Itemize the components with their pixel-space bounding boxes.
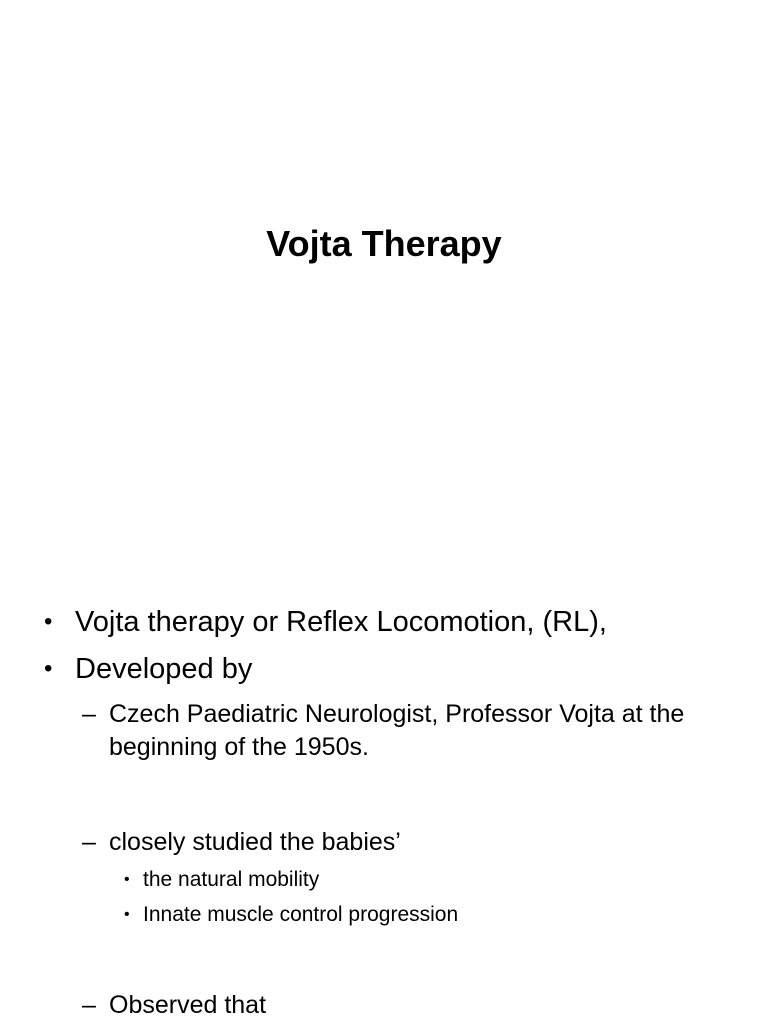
dash-marker: – [82, 991, 96, 1019]
sub-bullet-item [82, 989, 742, 1022]
slide-title: Vojta Therapy [266, 223, 502, 264]
bullet-marker: • [124, 906, 130, 923]
dash-marker: – [82, 700, 96, 728]
bullet-text: Vojta therapy or Reflex Locomotion, (RL), [75, 606, 607, 638]
bullet-marker: • [44, 655, 53, 682]
bullet-marker: • [124, 871, 130, 888]
sub-bullet-text: closely studied the babies’ [109, 828, 401, 856]
bullet-marker: • [44, 608, 53, 635]
sub-bullet-item [82, 698, 742, 764]
sub-sub-bullet-text: the natural mobility [143, 868, 320, 891]
sub-sub-bullet-text: Innate muscle control progression [143, 903, 459, 926]
sub-bullet-text: Observed that [109, 991, 267, 1019]
sub-bullet-text: Czech Paediatric Neurologist, Professor Vojta at the beginning of the 1950s. [109, 700, 685, 761]
sub-bullet-item [82, 826, 742, 859]
dash-marker: – [82, 828, 96, 856]
bullet-text: Developed by [75, 653, 253, 685]
